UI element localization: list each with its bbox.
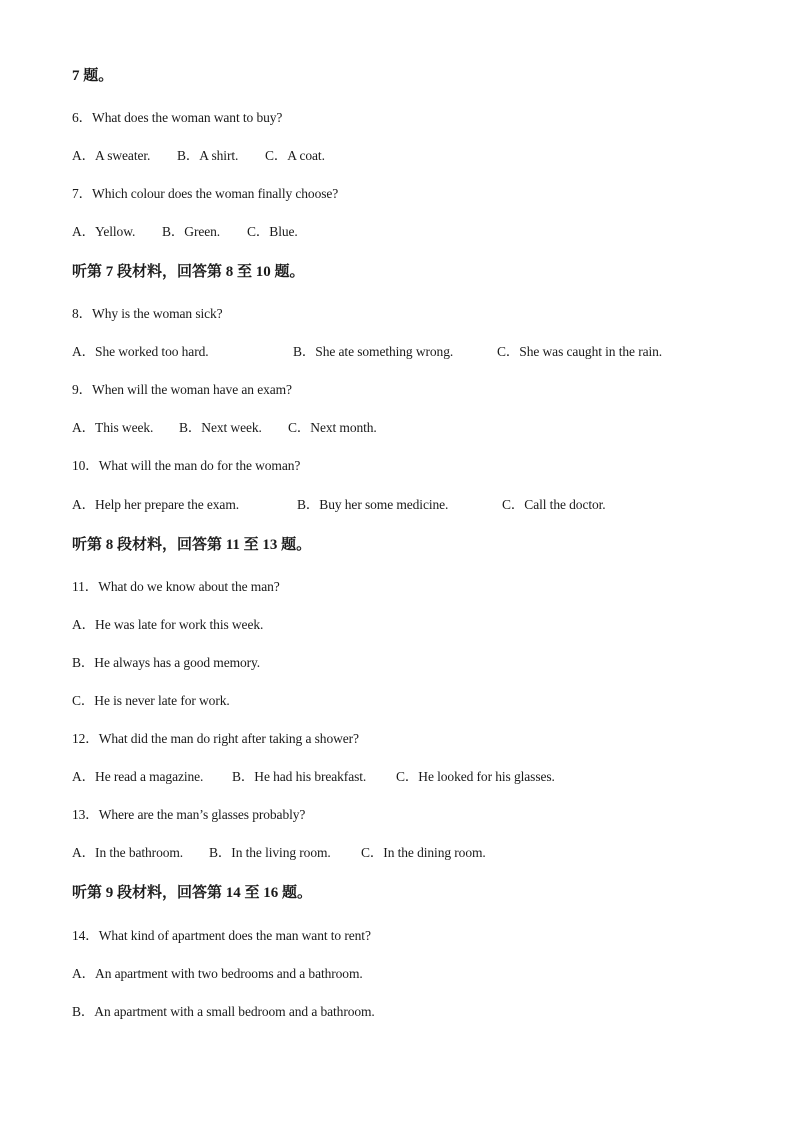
- question-14-option-a: A．An apartment with two bedrooms and a bathroom.: [72, 966, 363, 981]
- option-b: B．A shirt.: [177, 148, 239, 163]
- question-11-option-b: B．He always has a good memory.: [72, 655, 261, 670]
- option-a: A．A sweater.: [72, 148, 151, 163]
- section-heading: 7 题。: [72, 68, 114, 84]
- question-11-option-a: A．He was late for work this week.: [72, 617, 264, 632]
- option-a: A．He read a magazine.: [72, 769, 204, 784]
- question-10-stem: 10．What will the man do for the woman?: [72, 458, 301, 473]
- option-c: C．Blue.: [247, 224, 298, 239]
- option-b: B．Next week.: [179, 420, 262, 435]
- question-11-option-c: C．He is never late for work.: [72, 693, 230, 708]
- option-b: B．She ate something wrong.: [293, 344, 454, 359]
- question-8-stem: 8．Why is the woman sick?: [72, 306, 223, 321]
- option-a: A．In the bathroom.: [72, 845, 184, 860]
- option-c: C．He looked for his glasses.: [396, 769, 555, 784]
- question-14-option-b: B．An apartment with a small bedroom and a bathroom.: [72, 1004, 375, 1019]
- question-14-stem: 14．What kind of apartment does the man want to rent?: [72, 928, 371, 943]
- question-9-stem: 9．When will the woman have an exam?: [72, 382, 292, 397]
- question-7-stem: 7．Which colour does the woman finally choose?: [72, 186, 339, 201]
- option-c: C．Call the doctor.: [502, 497, 606, 512]
- question-6-stem: 6．What does the woman want to buy?: [72, 110, 283, 125]
- section-8-heading: 听第 8 段材料，回答第 11 至 13 题。: [72, 537, 312, 553]
- option-a: A．She worked too hard.: [72, 344, 209, 359]
- question-12-stem: 12．What did the man do right after taking a shower?: [72, 731, 359, 746]
- option-b: B．Buy her some medicine.: [297, 497, 449, 512]
- option-a: A．This week.: [72, 420, 154, 435]
- option-c: C．A coat.: [265, 148, 325, 163]
- option-b: B．Green.: [162, 224, 221, 239]
- question-13-stem: 13．Where are the man’s glasses probably?: [72, 807, 306, 822]
- option-b: B．He had his breakfast.: [232, 769, 367, 784]
- option-c: C．Next month.: [288, 420, 377, 435]
- section-9-heading: 听第 9 段材料，回答第 14 至 16 题。: [72, 885, 313, 901]
- option-a: A．Help her prepare the exam.: [72, 497, 239, 512]
- option-c: C．She was caught in the rain.: [497, 344, 663, 359]
- option-a: A．Yellow.: [72, 224, 136, 239]
- section-7-heading: 听第 7 段材料，回答第 8 至 10 题。: [72, 264, 305, 280]
- question-11-stem: 11．What do we know about the man?: [72, 579, 280, 594]
- option-b: B．In the living room.: [209, 845, 331, 860]
- option-c: C．In the dining room.: [361, 845, 486, 860]
